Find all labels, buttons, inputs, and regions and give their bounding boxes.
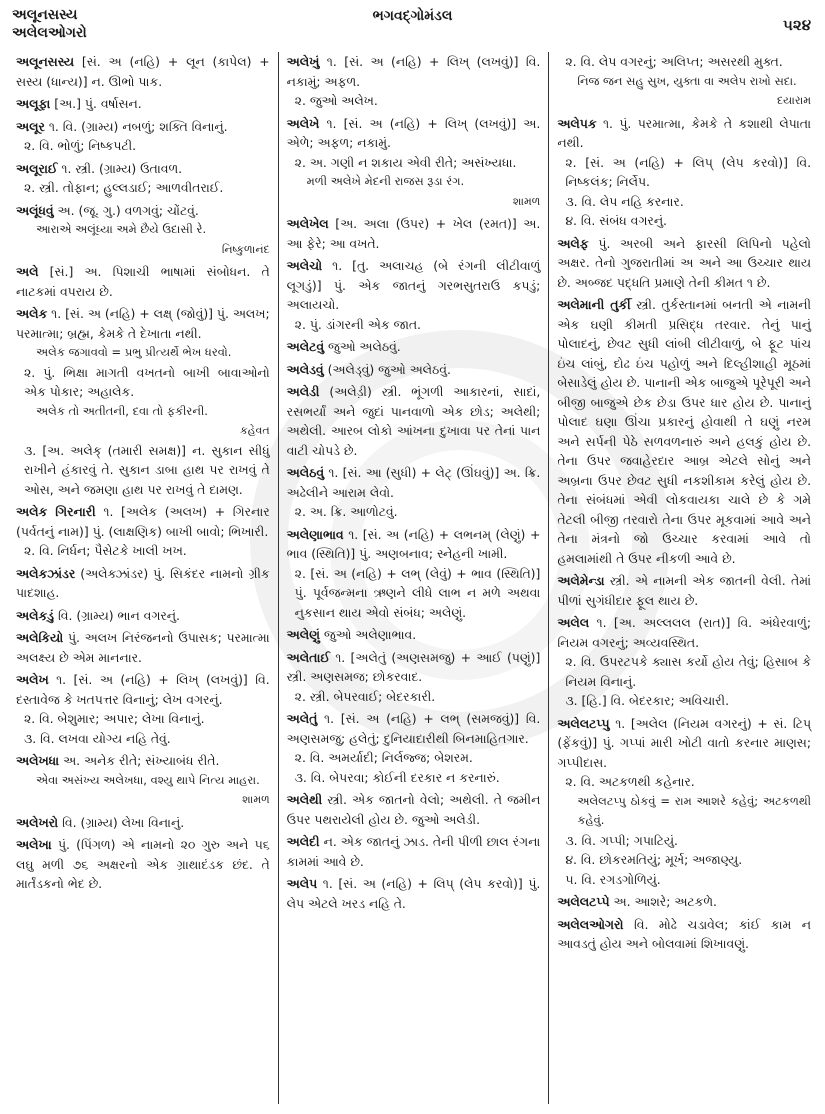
definition: પું. અરબી અને ફારસી લિપિનો પહેલો અક્ષર. તેનો ગુજરાતીમાં અ અને આ ઉચ્ચાર થાય છે. અબ્જદ પદ્ધતિ પ્રમાણે તેની કીમત ૧ છે.: [557, 235, 812, 290]
dictionary-entry: [16, 606, 270, 626]
dictionary-entry: [557, 613, 811, 711]
headword: અલેખા: [16, 837, 52, 852]
definition: અ. અનેક રીતે; સંખ્યાબંધ રીતે.: [63, 753, 220, 768]
definition: (અલેક્ઝાંડર) પું. સિકંદર નામનો ગ્રીક પાદશાહ.: [16, 565, 270, 600]
dictionary-entry: [287, 337, 541, 357]
definition: ૧. [અલેલ (નિયમ વગરનું) + સં. ટિપ્ (ફેંકવું)] પું. ગપ્પાં મારી ખોટી વાતો કરનાર માણસ; ગપ્પીદાસ.: [557, 715, 812, 770]
headword: અલેપ: [286, 876, 318, 891]
definition: સ્ત્રી. એ નામની એક જાતની વેલી. તેમાં પીળાં સુગંધીદાર ફૂલ થાય છે.: [557, 573, 811, 608]
quotation: એવા અસંખ્ય અલેખધા, વશ્યુ થાપે નિત્ય માહરા.: [36, 772, 260, 787]
definition: ૧. [સં. અ (નહિ) + લભનમ્ (લેણું) + ભાવ (સ્થિતિ)] પું. અણબનાવ; સ્નેહની ખામી.: [286, 526, 541, 561]
headword: અલેણાભાવ: [286, 526, 344, 542]
headword: અલેખે: [286, 115, 320, 131]
headword: અલેલઓગરો: [557, 916, 624, 932]
quotation: નિજ જન સહુ સુખ, યુક્તા વા અલેપ રાખો સદા.: [577, 73, 797, 88]
dictionary-entry: [287, 525, 541, 623]
quotation: અલેક તો અતીતની, દવા તો ફકીરની.: [36, 403, 208, 418]
headword: અલેક ગિરનારી: [16, 504, 96, 519]
sense: ૨. વિ. લેપ વગરનું; અલિપ્ત; અસરથી મુક્ત.: [565, 54, 783, 69]
sense: ૩. વિ. ગપ્પી; ગપાટિયું.: [565, 832, 679, 848]
dictionary-entry: [287, 463, 541, 522]
definition: ૧. [અ. અલ્લલલ (રાત)] વિ. અંધેરવાળું; નિયમ વગરનું; અવ્યવસ્થિત.: [557, 615, 811, 650]
page-number: ૫૨૪: [783, 16, 811, 34]
dictionary-entry: [16, 813, 270, 833]
sense: ૨. જુઓ અલેખ.: [294, 93, 378, 108]
dictionary-entry: [287, 52, 541, 111]
headword: અલેલટપ્પુ: [557, 715, 610, 731]
definition: ૧. સ્ત્રી. (ગ્રામ્ય) ઉતાવળ.: [61, 160, 183, 176]
dictionary-entry: [287, 382, 541, 460]
headword: અલેખરો: [16, 814, 59, 830]
definition: ૧. [સં. અ (નહિ) + લક્ષ્ (જોવું)] પું. અલખ; પરમાત્મા; બ્રહ્મ, કેમકે તે દેખાતા નથી.: [16, 306, 270, 341]
definition: ૧. [સં. અ (નહિ) + લિખ્ (લખવું)] વિ. નકામું; અફળ.: [286, 54, 541, 89]
dictionary-entry: [16, 262, 270, 301]
definition: વિ. (ગ્રામ્ય) લેખા વિનાનું.: [62, 814, 185, 830]
definition: ૧. [અલેતું (અણસમજુ) + આઈ (પણું)] સ્ત્રી. અણસમજ; છોકરવાદ.: [286, 649, 541, 684]
definition: (અલેડ્વું) જુઓ અલેઠવું.: [327, 361, 451, 377]
headword: અલેમાની તુર્કી: [557, 297, 631, 312]
quote-attribution: કહેવત: [239, 424, 270, 437]
headword: અલેખધા: [16, 753, 60, 768]
quote-attribution: નિષ્કુળાનંદ: [221, 242, 270, 256]
sense: ૨. વિ. અટકળથી કહેનાર.: [565, 774, 695, 789]
headword: અલેખેલ: [286, 216, 329, 231]
dictionary-entry: [16, 502, 270, 561]
dictionary-entry: [557, 52, 811, 111]
dictionary-entry: [557, 571, 811, 610]
definition: પું. અલખ નિરંજનનો ઉપાસક; પરમાત્મા અલક્ષ્ય છે એમ માનનાર.: [16, 630, 270, 665]
definition: સ્ત્રી. એક જાતનો વેલો; અથેલી. તે જમીન ઉપર પથરાયેલી હોય છે. જુઓ અલેડી.: [286, 792, 541, 827]
definition: જુઓ અલેઠવું.: [328, 339, 401, 354]
dictionary-entry: [16, 564, 270, 603]
book-title: ભગવદ્ગોમંડલ: [372, 8, 453, 24]
headword: અલેચો: [286, 258, 323, 273]
headword: અલેકઝાંડર: [16, 565, 76, 581]
dictionary-entry: [287, 832, 541, 871]
definition: ૧. પું. પરમાત્મા, કેમકે તે કશાથી લેપાતા નથી.: [557, 115, 812, 150]
headword: અલેકિયો: [16, 630, 64, 645]
dictionary-entry: [287, 874, 541, 913]
definition: જુઓ અલેણાભાવ.: [323, 627, 417, 642]
sense: ૨. વિ. ભોળું; નિષ્કપટી.: [24, 138, 137, 153]
quote-attribution: શામળ: [242, 793, 270, 806]
sense: ૨. વિ. બેશુમાર; અપાર; લેખા વિનાનું.: [24, 711, 205, 726]
definition: ૧. વિ. (ગ્રામ્ય) નબળું; શક્તિ વિનાનું.: [48, 118, 228, 134]
definition: [સં.] અ. પિશાચી ભાષામાં સંબોધન. તે નાટકમાં વપરાય છે.: [16, 264, 270, 299]
definition: પું. (પિંગળ) એ નામનો ૨૦ ગુરુ અને ૫૬ લઘુ મળી ૭૬ અક્ષરનો એક ગ્રાથાદંડક છંદ. તે માર્તંડકનો ભેદ છે.: [16, 837, 270, 891]
definition: [અ. અલા (ઉપર) + ખેલ (રમત)] અ. આ ફેરે; આ વખતે.: [286, 216, 541, 251]
dictionary-entry: [16, 751, 270, 810]
definition: [સં. અ (નહિ) + લૂન (કાપેલ) + સસ્ય (ધાન્ય)] ન. ઊભો પાક.: [16, 54, 270, 89]
definition: સ્ત્રી. તુર્કસ્તાનમાં બનતી એ નામની એક ઘણી કીમતી પ્રસિદ્ધ તરવાર. તેનું પાનું પોલાદનું, છેવટ સુધી લાંબી લીટીવાળું, બે ફૂટ પાંચ ઇંચ લાંબું, દોઢ ઇંચ પહોળું અને દિલ્હીશાહી મૂઠમાં બેસાડેલું હોય છે. પાનાની એક બાજુએ પૂરેપૂરી અને બીજી બાજુએ છેક છેડા ઉપર ધાર હોય છે. પાનાનું પોલાદ ઘણા ઊંચા પ્રકારનું હોવાથી તે ઘણું નરમ અને સર્પની પેઠે સળવળનારું અને હલકું હોય છે. તેના ઉપર જવાહેરદાર આબ્ર એટલે સોનું અને અબ્રના ઉપર છેવટ સુધી નકશીકામ કરેલું હોય છે. તેના સંબંધમાં એવી લોકવાયકા ચાલે છે કે ગમે તેટલી બીજી તરવારો તેના ઉપર મૂકવામાં આવે અને તેના મંત્રનો જો ઉચ્ચાર કરવામાં આવે તો હમલામાંથી તે ઉપર નીકળી આવે છે.: [557, 297, 812, 566]
dictionary-entry: [287, 709, 541, 787]
dictionary-entry: [557, 714, 811, 890]
definition: ૧. [સં. આ (સુધી) + લેટ્ (ઊંઘવું)] અ. ક્રિ. અઢેલીને આરામ લેવો.: [286, 465, 541, 500]
definition: અ. આશરે; અટકળે.: [613, 894, 717, 909]
sense: ૪. વિ. છોકરમતિયું; મૂર્ખ; અજાણ્યુ.: [565, 852, 743, 867]
sense: ૨. સ્ત્રી. તોફાન; હુલ્લડાઈ; આળવીતરાઈ.: [24, 180, 224, 195]
headword: અલેલ: [557, 615, 590, 630]
sense: ૨. સ્ત્રી. બેપરવાઈ; બેદરકારી.: [294, 688, 436, 704]
sense: ૨. [સં. અ (નહિ) + લિપ્ (લેપ કરવો)] વિ. નિષ્કલંક; નિર્લેપ.: [565, 154, 812, 189]
headword: અલૂનસસ્ય: [16, 54, 74, 69]
headword: અલેથી: [286, 792, 323, 807]
sense: ૪. વિ. સંબંધ વગરનું.: [565, 213, 667, 228]
sense: ૨. અ. ગણી ન શકાય એવી રીતે; અસંખ્યધા.: [294, 154, 517, 170]
sense: ૩. વિ. લખવા યોગ્ય નહિ તેવું.: [24, 730, 171, 746]
dictionary-entry: [557, 234, 811, 293]
headword: અલેખ: [16, 672, 49, 687]
dictionary-entry: [287, 790, 541, 829]
sense: ૨. અ. ક્રિ. આળોટવું.: [294, 504, 398, 519]
running-head-first: અલૂનસસ્ય: [12, 7, 78, 23]
dictionary-entry: [557, 114, 811, 231]
dictionary-entry: [287, 214, 541, 253]
dictionary-entry: [16, 117, 270, 156]
dictionary-entry: [16, 201, 270, 260]
quotation: અલેલટપ્પુ ઠોકવું = રામ આશરે કહેવું; અટકળથી કહેવું.: [577, 793, 812, 827]
quote-attribution: શામળ: [512, 194, 541, 208]
running-head-last: અલેલઓગરો: [12, 25, 87, 41]
sense: ૩. વિ. બેપરવા; કોઈની દરકાર ન કરનારું.: [294, 769, 500, 785]
sense: ૨. [સં. અ (નહિ) + લભ્ (લેવું) + ભાવ (સ્થિતિ)] પું. પૂર્વજન્મના ઋણને લીધે લાભ ન મળે અથવા નુકસાન થાય એવો સંબંધ; અલેણું.: [294, 565, 541, 620]
definition: વિ. મોઢે ચડાવેલ; કાંઈ કામ ન આવડતું હોય અને બોલવામાં શિખાવણું.: [557, 916, 812, 951]
dictionary-entry: [16, 835, 270, 894]
headword: અલૂફા: [16, 96, 51, 111]
column-2: [278, 52, 549, 1104]
dictionary-entry: [557, 892, 811, 912]
dictionary-entry: [16, 159, 270, 198]
column-1: [8, 52, 278, 1104]
dictionary-entry: [287, 256, 541, 334]
dictionary-entry: [287, 114, 541, 212]
definition: ૧. [સં. અ (નહિ) + લિખ્ (લખવું)] વિ. દસ્તાવેજ કે ખતપત્તર વિનાનું; લેખ વગરનું.: [16, 672, 270, 707]
definition: ૧. [સં. અ (નહિ) + લિખ્ (લખવું)] અ. એળે; અફળ; નકામું.: [286, 115, 541, 150]
headword: અલૂંધવું: [16, 202, 54, 218]
headword: અલેલટપ્પે: [557, 894, 610, 909]
page-header: [10, 4, 815, 48]
quotation: આરાએ અલૂંધ્યા અમે છૈયે ઉદાસી રે.: [36, 222, 207, 236]
definition: ન. એક જાતનું ઝાડ. તેની પીળી છાલ રંગના કામમાં આવે છે.: [286, 834, 541, 869]
headword: અલેખું: [286, 54, 320, 69]
sense: ૨. પું. ડાંગરની એક જાત.: [294, 316, 421, 332]
headword: અલેકડું: [16, 607, 54, 623]
headword: અલેતાઈ: [286, 649, 330, 665]
sense: ૩. વિ. લેપ નહિ કરનાર.: [565, 193, 684, 209]
headword: અલેદી: [286, 834, 320, 849]
headword: અલૂરાઈ: [16, 160, 58, 176]
headword: અલેફ: [557, 235, 589, 251]
quotation: મળી અલેખે મેદની રાજસ રૂડા રંગ.: [306, 174, 465, 188]
dictionary-entry: [287, 360, 541, 380]
definition: [અ.] પું. વર્ષાસન.: [54, 96, 142, 111]
dictionary-entry: [287, 625, 541, 645]
definition: ૧. [અલેક (અલખ) + ગિરનાર (પર્વતનું નામ)] પું. (લાક્ષણિક) બાખી બાવો; ભિખારી.: [16, 504, 270, 539]
sense: ૩. [હિ.] વિ. બેદરકાર; અવિચારી.: [565, 693, 730, 708]
sense: ૨. વિ. નિર્ધન; પૈસેટકે ખાલી ખખ.: [24, 543, 187, 558]
definition: ૧. [તુ. અલાચહ (બે રંગની લીટીવાળું લૂગડું)] પું. એક જાતનું ગરભસુતરાઉ કપડું; અલાયચો.: [286, 258, 541, 312]
headword: અલેમેન્ડા: [557, 573, 605, 588]
headword: અલેડવું: [286, 361, 324, 377]
dictionary-columns: [8, 52, 819, 1104]
sense: ૨. વિ. ઉપરટપકે ક્યાસ કર્યો હોય તેવું; હિસાબ કે નિયમ વિનાનું.: [565, 654, 812, 689]
headword: અલેતું: [286, 711, 318, 726]
column-3: [548, 52, 819, 1104]
headword: અલેઠવું: [286, 465, 325, 480]
dictionary-entry: [557, 295, 811, 568]
headword: અલે: [16, 264, 39, 279]
dictionary-entry: [16, 52, 270, 91]
dictionary-entry: [16, 670, 270, 748]
headword: અલેક: [16, 306, 48, 321]
sense: ૫. વિ. રગડગોળિયું.: [565, 871, 661, 887]
definition: વિ. (ગ્રામ્ય) ભાન વગરનું.: [57, 607, 180, 623]
definition: ૧. [સં. અ (નહિ) + લિપ્ (લેપ કરવો)] પું. લેપ એટલે ખરડ નહિ તે.: [286, 876, 541, 911]
headword: અલેણું: [286, 627, 320, 642]
sense: ૨. પું. ભિક્ષા માગતી વખતનો બાખી બાવાઓનો એક પોકાર; અહાલેક.: [24, 364, 270, 399]
dictionary-entry: [287, 648, 541, 707]
dictionary-entry: [557, 915, 811, 954]
quotation: અલેક જગાવવો = પ્રભુ પ્રીત્યર્થે ભેખ ધરવો.: [36, 345, 232, 359]
headword: અલેપક: [557, 115, 597, 131]
definition: અ. (જૂ. ગુ.) વળગવું; ચોંટવું.: [57, 202, 199, 218]
quote-attribution: દયારામ: [777, 94, 812, 107]
definition: (અલેડ઼ી) સ્ત્રી. ભૂંગળી આકારનાં, સાદાં, રસભર્યાં અને જુદાં પાનવાળો એક છોડ; અલેથી; અથેલી. આરબ લોકો આંખના દુખાવા પર તેનાં પાન વાટી ચોપડે છે.: [286, 384, 541, 458]
dictionary-entry: [16, 94, 270, 114]
dictionary-entry: [16, 304, 270, 499]
sense: ૨. વિ. અમર્યાદી; નિર્લજ્જ; બેશરમ.: [294, 750, 473, 765]
headword: અલૂર: [16, 118, 45, 134]
headword: અલેટવું: [286, 339, 325, 354]
sense: ૩. [અ. અલેક્ (તમારી સમક્ષ)] ન. સુકાન સીધું રાખીને હંકારવું તે. સુકાન ડાબા હાથ પર રાખવું તે ઓસ, અને જમણા હાથ પર રાખવું તે દામણ.: [24, 442, 270, 497]
definition: ૧. [સં. અ (નહિ) + લભ્ (સમજવું)] વિ. અણસમજુ; હલેતું; દુનિયાદારીથી બિનમાહિતગાર.: [286, 711, 541, 746]
dictionary-entry: [16, 628, 270, 667]
headword: અલેડી: [286, 384, 320, 399]
